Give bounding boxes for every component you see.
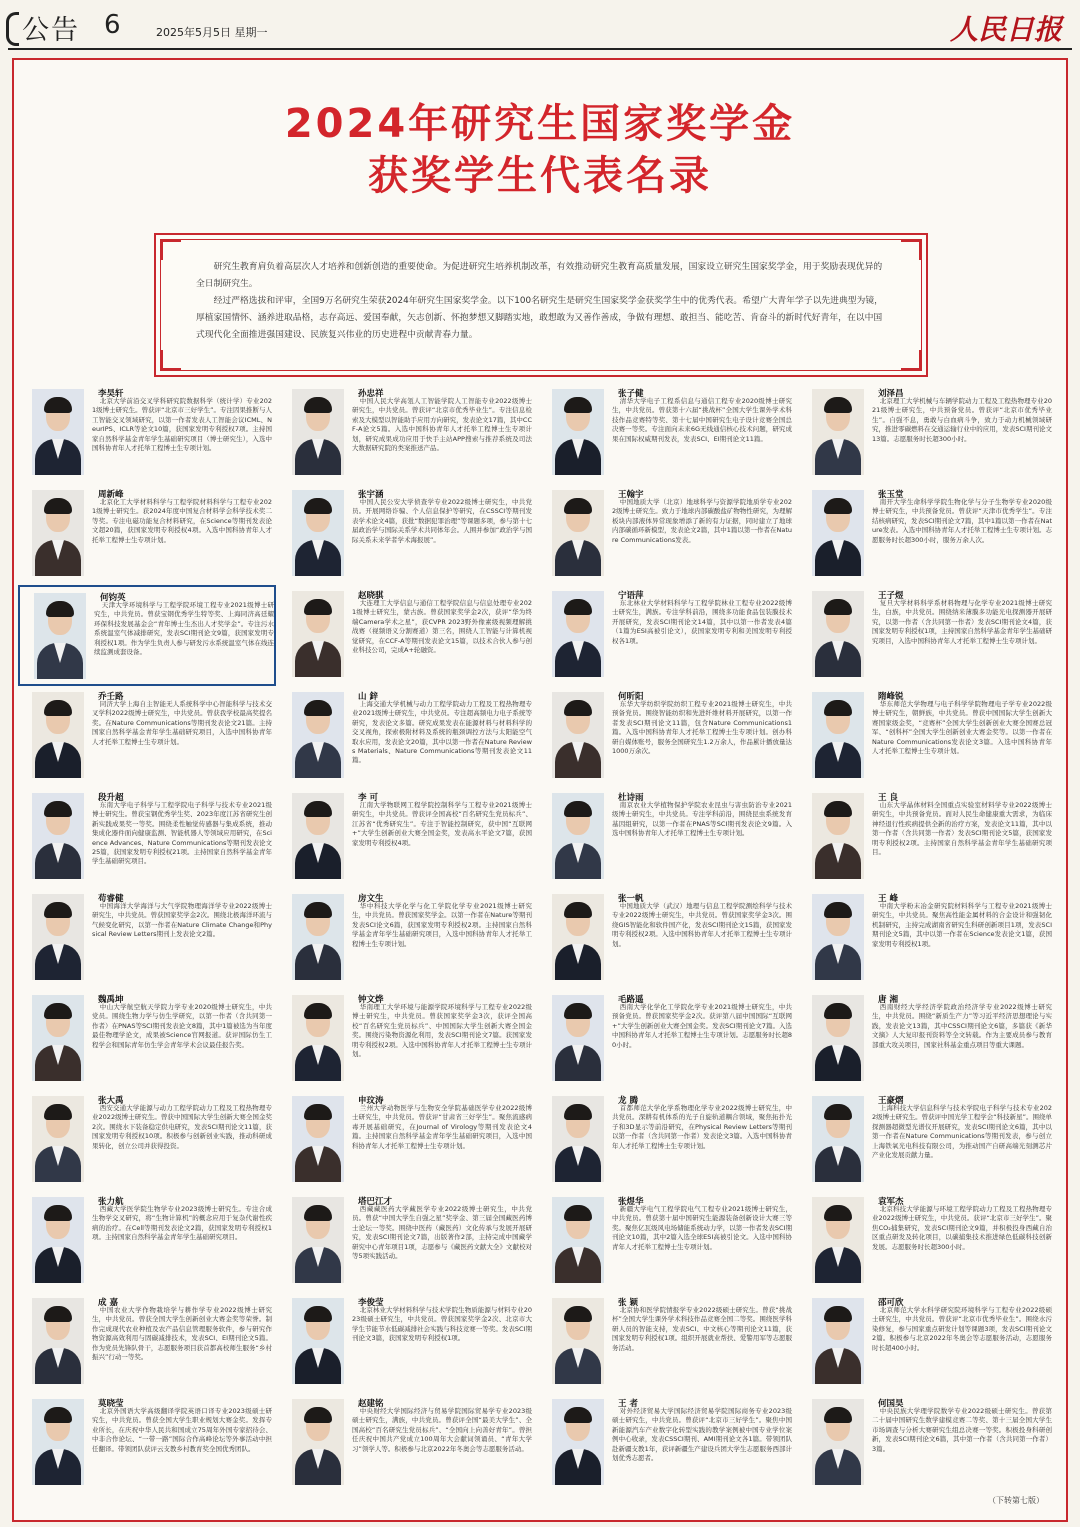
issue-date: 2025年5月5日 星期一: [156, 26, 268, 39]
student-name: 赵建铭: [358, 1399, 384, 1409]
corner-ornament: [901, 350, 922, 371]
student-card: [538, 1292, 796, 1393]
student-name: 张子健: [618, 389, 644, 399]
student-photo: [812, 995, 864, 1081]
continued-note: （下转第七版）: [988, 1496, 1044, 1505]
student-photo: [292, 793, 344, 879]
student-card: [18, 1292, 276, 1393]
student-card: [18, 888, 276, 989]
student-card: [18, 686, 276, 787]
student-name: 何钧英: [100, 593, 126, 603]
student-bio: 中山大学航空航天学院力学专业2020级博士研究生，中共党员。围绕生物力学与仿生学研究，以第一作者（含共同第一作者）在PNAS等SCI期刊发表论文8篇，其中1篇被选为当年度最佳物理学论文，成果被Science官网报道。获评国际仿生工程学会和国际青年仿生学会青年学术会议最佳报告奖。: [92, 1003, 272, 1049]
student-photo: [32, 389, 84, 475]
student-name: 房文生: [358, 894, 384, 904]
student-name: 王 良: [878, 793, 898, 803]
student-name: 王子煜: [878, 591, 904, 601]
student-photo: [552, 1298, 604, 1384]
student-name: 苟睿健: [98, 894, 124, 904]
student-card: [278, 888, 536, 989]
corner-ornament: [160, 239, 181, 260]
student-name: 张大禹: [98, 1096, 124, 1106]
student-bio: 中南大学粉末冶金研究院材料科学与工程专业2021级博士研究生，中共党员。聚焦高性能金属材料的合金设计和强韧化机制研究，主持完成湖南省研究生科研创新项目1项，发表SCI期刊论文5篇，其中以第一作者在Science发表论文1篇，获国家发明专利授权1项。: [872, 902, 1052, 948]
student-card: [798, 787, 1056, 888]
student-photo: [292, 389, 344, 475]
student-bio: 东华大学纺织学院纺织工程专业2021级博士研究生，中共预备党员。围绕智能纺织和先进纤维材料开展研究，以第一作者发表SCI期刊论文11篇，包含Nature Communications1篇。入选中国科协青年人才托举工程博士生专项计划。创办科研自媒体账号，服务全国研究生1.2万余人，作品累计播放量达1000万余次。: [612, 700, 792, 756]
student-photo: [552, 894, 604, 980]
student-photo: [812, 692, 864, 778]
student-bio: 中国海洋大学海洋与大气学院物理海洋学专业2022级博士研究生，中共党员。曾获国家奖学金2次。围绕北极海洋环流与气候变化研究，以第一作者在Nature Climate Change和Physical Review Letters期刊上发表论文2篇。: [92, 902, 272, 939]
student-name: 袁军杰: [878, 1197, 904, 1207]
student-card: [538, 1191, 796, 1292]
student-bio: 同济大学上海自主智能无人系统科学中心智能科学与技术交叉学科2022级博士研究生，中共党员。曾获我学校最高奖提名奖。在Nature Communications等期刊发表论文21篇。主持国家自然科学基金青年学生基础研究项目，入选中国科协青年人才托举工程博士生专项计划。: [92, 700, 272, 746]
student-photo: [292, 1298, 344, 1384]
corner-ornament: [160, 350, 181, 371]
student-photo: [552, 1197, 604, 1283]
student-name: 张一帆: [618, 894, 644, 904]
title-line-2: 获奖学生代表名录: [368, 153, 712, 199]
student-photo: [292, 692, 344, 778]
student-card: [798, 1393, 1056, 1494]
student-bio: 中央财经大学国际经济与贸易学院国际贸易学专业2023级硕士研究生，满族，中共党员。曾获评全国“最美大学生”、全国高校“百名研究生党员标兵”、“全国向上向善好青年”。曾担任庆祝中国共产党成立100周年大会献词领诵员、“青年大学习”领学人等。积极参与北京2022年冬奥会等志愿服务活动。: [352, 1407, 532, 1453]
student-bio: 北京师范大学水科学研究院环境科学与工程专业2022级硕士研究生，中共党员。曾获评“北京市优秀毕业生”。围绕水污染修复，参与国家重点研发计划等课题3项，发表SCI期刊论文2篇。积极参与北京2022年冬奥会等志愿服务活动，志愿服务时长超400小时。: [872, 1306, 1052, 1352]
student-bio: 中国地质大学（武汉）地理与信息工程学院测绘科学与技术专业2022级博士研究生，中共党员。曾获国家奖学金3次。围绕GIS智能化和软件国产化，发表SCI期刊论文15篇，获国家发明专利授权2项。入选中国科协青年人才托举工程博士生专项计划。: [612, 902, 792, 948]
student-card: [18, 484, 276, 585]
student-bio: 西藏藏医药大学藏医学专业2022级博士研究生，中共党员。曾获“中国大学生自强之星”奖学金、第三届全国藏医药博士论坛一等奖。围绕中医药（藏医药）文化传承与发展开展研究，发表SCI期刊论文7篇，出版著作2部，主持完成中国藏学研究中心青年项目1项，志愿参与《藏医药文献大全》文献校对等5项实践活动。: [352, 1205, 532, 1261]
student-bio: 华东师范大学物理与电子科学学院物理电子学专业2022级博士研究生，朝鲜族，中共党员。曾获中国国际大学生创新大赛国家级金奖，“竞赛杯”全国大学生创新创业大赛全国赛总冠军、“创科杯”全国大学生创新创业大赛金奖等。以第一作者在Nature Communications发表论文3篇。入选中国科协青年人才托举工程博士生专项计划。: [872, 700, 1052, 756]
student-photo: [32, 1399, 84, 1485]
student-photo: [552, 1096, 604, 1182]
student-bio: 北京化工大学材料科学与工程学院材料科学与工程专业2021级博士研究生。获2024年度中国复合材料学会科学技术奖二等奖。专注电磁功能复合材料研究，在Science等期刊发表论文超20篇，获国家发明专利授权4项。入选中国科协青年人才托举工程博士生专项计划。: [92, 498, 272, 544]
student-name: 王豪熠: [878, 1096, 904, 1106]
student-name: 宁语萍: [618, 591, 644, 601]
student-photo: [32, 1298, 84, 1384]
masthead-rule: [8, 48, 1072, 50]
student-card: [278, 383, 536, 484]
student-card: [798, 383, 1056, 484]
student-name: 成 嘉: [98, 1298, 118, 1308]
student-name: 乔壬路: [98, 692, 124, 702]
student-card: [538, 1090, 796, 1191]
corner-ornament: [901, 239, 922, 260]
student-bio: 上海科技大学信息科学与技术学院电子科学与技术专业2022级博士研究生。曾获评中国光学工程学会“科技新星”。围绕单探测器超微型光谱仪开展研究，发表SCI期刊论文6篇，其中以第一作者在Nature Communications等期刊发表，参与创立上海铁氧光电科技有限公司，为推动国产自研高端光刻测芯片产业化发展贡献力量。: [872, 1104, 1052, 1160]
student-name: 李昊轩: [98, 389, 124, 399]
student-photo: [812, 1096, 864, 1182]
student-bio: 大连理工大学信息与通信工程学院信息与信息处理专业2021级博士研究生，蒙古族。曾获国家奖学金2次，获评“华为终端Camera学术之星”，获CVPR 2023野外像素级视频理解挑战赛（视频语义分割赛道）第三名，围绕人工智能与计算机视觉研究，在CCF-A等期刊发表论文15篇，以技术合伙人参与创业科技公司，完成A+轮融资。: [352, 599, 532, 655]
student-photo: [292, 995, 344, 1081]
student-bio: 江南大学物联网工程学院控制科学与工程专业2021级博士研究生，中共党员。曾获评全国高校“百名研究生党员标兵”、江苏省“优秀研究生”。专注于智能控制研究，获中国“互联网+”大学生创新创业大赛全国金奖，发表高水平论文7篇，获国家发明专利授权4项。: [352, 801, 532, 847]
student-photo: [552, 692, 604, 778]
student-photo: [552, 1399, 604, 1485]
student-card: [538, 686, 796, 787]
student-name: 赵晓骐: [358, 591, 384, 601]
student-name: 张煜华: [618, 1197, 644, 1207]
student-name: 王 者: [618, 1399, 638, 1409]
student-card: [538, 787, 796, 888]
student-name: 塔巴江才: [358, 1197, 393, 1207]
student-bio: 中国人民大学高瓴人工智能学院人工智能专业2022级博士研究生，中共党员。曾获评“北京市优秀毕业生”。专注信息检索及大模型以智能助手应用方向研究，发表论文17篇，其中CCF-A论文5篇。入选中国科协青年人才托举工程博士生专项计划，研究成果成功应用于快手主站APP搜索与推荐系统及司法大数据研究院的类案推送产品。: [352, 397, 532, 453]
student-card: [18, 989, 276, 1090]
intro-paragraph-1: 研究生教育肩负着高层次人才培养和创新创造的重要使命。为促进研究生培养机制改革，有效推动研究生教育高质量发展，国家设立研究生国家奖学金，用于奖励表现优异的全日制研究生。: [196, 262, 883, 289]
student-card: [18, 1393, 276, 1494]
masthead: [0, 0, 1080, 50]
student-card: [798, 686, 1056, 787]
student-photo: [292, 490, 344, 576]
student-card: [278, 585, 536, 686]
student-card: [278, 1090, 536, 1191]
student-name: 周新峰: [98, 490, 124, 500]
student-name: 段升超: [98, 793, 124, 803]
student-name: 刘泽昌: [878, 389, 904, 399]
student-bio: 中国人民公安大学侦查学专业2022级博士研究生，中共党员。开展网络诈骗、个人信息保护等研究，在CSSCI等期刊发表学术论文4篇，获批“数据犯罪治理”等课题多项，参与第十七届政治学与国际关系学术共同体年会。人围并参加“政治学与国际关系未来学者学术海报展”。: [352, 498, 532, 544]
student-card: [18, 1191, 276, 1292]
student-card: [798, 1191, 1056, 1292]
student-photo: [552, 995, 604, 1081]
student-bio: 对外经济贸易大学国际经济贸易学院国际商务专业2023级硕士研究生，中共党员。曾获评“北京市三好学生”。聚焦中国新能源汽车产业数字化转型实践的教学案例被中国专业学位案例中心收录，发表CSSCI期刊、AMI期刊论文各1篇。带领团队赴新疆支教1年，获评新疆生产建设兵团大学生志愿服务西部计划优秀志愿者。: [612, 1407, 792, 1463]
student-photo: [812, 1298, 864, 1384]
student-card: [18, 1090, 276, 1191]
newspaper-logo: 人民日报: [949, 13, 1062, 46]
student-name: 张宇涵: [358, 490, 384, 500]
student-card: [538, 888, 796, 989]
student-bio: 西南财经大学经济学院政治经济学专业2022级博士研究生，中共党员。围绕“新质生产力”等习近平经济思想理论与实践，发表论文13篇，其中CSSCI期刊论文6篇，多篇获《新华文摘》人大复印报刊资料等全文转载。作为主要成员参与教育部重大攻关项目，国家社科基金重点项目等重大课题。: [872, 1003, 1052, 1049]
student-name: 李 可: [358, 793, 378, 803]
student-card: [278, 787, 536, 888]
student-name: 唐 湘: [878, 995, 898, 1005]
page-number: 6: [104, 10, 121, 40]
student-bio: 北京科技大学能源与环境工程学院动力工程及工程热物理专业2022级博士研究生，中共党员。获评“北京市三好学生”。聚焦CO₂捕集研究，发表SCI期刊论文9篇，并积极投身西藏自治区重点研发及转化项目，以碳捕集技术推进绿色低碳科技创新发展。志愿服务时长超300小时。: [872, 1205, 1052, 1251]
student-card: [278, 484, 536, 585]
student-photo: [552, 490, 604, 576]
student-card: [18, 787, 276, 888]
student-photo: [812, 1197, 864, 1283]
student-name: 毛路遥: [618, 995, 644, 1005]
student-card: [278, 686, 536, 787]
student-photo: [812, 793, 864, 879]
student-card: [798, 888, 1056, 989]
intro-text: [196, 259, 886, 344]
student-name: 邵可欣: [878, 1298, 904, 1308]
student-card: [278, 1292, 536, 1393]
masthead-bracket: [6, 12, 19, 46]
student-card: [278, 1393, 536, 1494]
student-card: [798, 1292, 1056, 1393]
student-card: [798, 1090, 1056, 1191]
student-photo: [812, 894, 864, 980]
section-name: 公告: [22, 15, 80, 46]
student-bio: 华南理工大学环境与能源学院环境科学与工程专业2022级博士研究生，中共党员。曾获国家奖学金3次，获评全国高校“百名研究生党员标兵”、中国国际大学生创新大赛全国金奖。围绕污染物资源化利用，发表SCI期刊论文7篇。获国家发明专利授权2项。入选中国科协青年人才托举工程博士生专项计划。: [352, 1003, 532, 1059]
intro-box: [154, 233, 928, 377]
student-card: [798, 585, 1056, 686]
student-photo: [552, 591, 604, 677]
student-bio: 西安交通大学能源与动力工程学院动力工程及工程热物理专业2022级博士研究生。曾获中国国际大学生创新大赛全国金奖2次。围绕水下装备稳定供电研究，发表SCI期刊论文11篇，获国家发明专利授权10项。积极参与创新创业实践，推动科研成果转化，创立公司并获得投资。: [92, 1104, 272, 1150]
student-bio: 东南大学电子科学与工程学院电子科学与技术专业2021级博士研究生。曾获宝钢优秀学生奖、2023年度江苏省研究生创新实践成果奖一等奖。围绕柔性触觉传感器与集成系统，推动集成化器件面向健康监测、智能机器人等领域应用研究，在Science Advances、Nature Communications等期刊发表论文25篇，获国家发明专利授权21项。主持国家自然科学基金青年学生基础研究项目。: [92, 801, 272, 866]
student-bio: 兰州大学动物医学与生物安全学院基础医学专业2022级博士研究生，中共党员。曾获评“甘肃省三好学生”。聚焦流感病毒开展基础研究，在Journal of Virology等期刊发表论文4篇。主持国家自然科学基金青年学生基础研究项目，入选中国科协青年人才托举工程博士生专项计划。: [352, 1104, 532, 1150]
student-bio: 复旦大学材料科学系材料物理与化学专业2021级博士研究生，白族，中共党员。围绕纳米薄膜多功能光电探测器开展研究，以第一作者（含共同第一作者）发表SCI期刊论文4篇，获国家发明专利授权1项，主持国家自然科学基金青年学生基础研究项目，入选中国科协青年人才托举工程博士生专项计划。: [872, 599, 1052, 645]
student-name: 申玟涛: [358, 1096, 384, 1106]
intro-paragraph-2: 经过严格选拔和评审，全国9万名研究生荣获2024年研究生国家奖学金。以下100名研究生是研究生国家奖学金获奖学生中的优秀代表。希望广大青年学子以先进典型为镜，厚植家国情怀、涵养进取品格，志存高远、爱国奉献，矢志创新、怀抱梦想又脚踏实地，敢想敢为又善作善成，争做有理想、敢担当、能吃苦、肯奋斗的新时代好青年，在以中国式现代化全面推进强国建设、民族复兴伟业的历史进程中贡献青春力量。: [196, 296, 883, 340]
student-photo: [812, 591, 864, 677]
student-bio: 北京协和医学院情报学专业2022级硕士研究生。曾获“挑战杯”全国大学生课外学术科技作品竞赛全国二等奖。围绕医学科研人员的智能支持，发表SCI、中文核心等期刊论文11篇，获国家发明专利授权1项。组织开展就业帮扶、爱警用军等志愿服务活动。: [612, 1306, 792, 1352]
student-bio: 北京大学前沿交叉学科研究院数据科学（统计学）专业2021级博士研究生。曾获评“北京市三好学生”。专注因果推断与人工智能交叉领域研究，以第一作者发表人工智能会议ICML、NeurIPS、ICLR等论文10篇，获国家发明专利授权7项。主持国家自然科学基金青年学生基础研究项目（博士研究生），入选中国科协青年人才托举工程博士生专项计划。: [92, 397, 272, 453]
student-name: 龙 腾: [618, 1096, 638, 1106]
student-name: 钟文烨: [358, 995, 384, 1005]
student-photo: [32, 995, 84, 1081]
student-photo: [292, 894, 344, 980]
student-name: 何昕阳: [618, 692, 644, 702]
student-card: [278, 989, 536, 1090]
student-bio: 清华大学电子工程系信息与通信工程专业2020级博士研究生，中共党员。曾获第十六届“挑战杯”全国大学生课外学术科技作品竞赛特等奖、第十七届中国研究生电子设计竞赛全国总决赛一等奖。专注面向未来6G无线通信核心技术问题，研究成果在国际权威期刊发表，发表SCI、EI期刊论文11篇。: [612, 397, 792, 443]
student-name: 隋峰锐: [878, 692, 904, 702]
student-bio: 西藏大学医学院生物学专业2023级博士研究生。专注合成生物学交叉研究，将“生物计算机”的概念应用于复杂代谢性疾病的治疗。在Cell等期刊发表论文2篇，获国家发明专利授权1项。主持国家自然科学基金青年学生基础研究项目。: [92, 1205, 272, 1242]
student-bio: 南京农业大学植物保护学院农业昆虫与害虫防治专业2021级博士研究生，中共党员。专注学科前沿，围绕昆虫系统发育基因组研究，以第一作者在PNAS等SCI期刊发表论文9篇。入选中国科协青年人才托举工程博士生专项计划。: [612, 801, 792, 838]
student-bio: 北京理工大学机械与车辆学院动力工程及工程热物理专业2021级博士研究生，中共预备党员。曾获评“北京市优秀毕业生”。自强不息，勇敢与白血病斗争，致力于动力机械领域研究，推进零碳燃料在交通运输行业中的应用，发表SCI期刊论文13篇。志愿服务时长超300小时。: [872, 397, 1052, 443]
student-card: [538, 585, 796, 686]
student-photo: [812, 490, 864, 576]
student-photo: [32, 793, 84, 879]
student-bio: 中国农业大学作物栽培学与耕作学专业2022级博士研究生，中共党员。曾获全国大学生创新创业大赛金奖等荣誉。制作完成现代农业种植及农产品信息管理服务软件，参与研究作物资源高效利用与固碳减排技术，发表SCI、EI期刊论文5篇。作为党员先锋队骨干，志愿服务项目获首都高校师生服务“乡村振兴”行动一等奖。: [92, 1306, 272, 1362]
student-photo: [32, 490, 84, 576]
student-bio: 南开大学生命科学学院生物化学与分子生物学专业2020级博士研究生，中共预备党员。曾获评“天津市优秀学生”。专注结核病研究，发表SCI期刊论文7篇，其中1篇以第一作者在Nature发表。入选中国科协青年人才托举工程博士生专项计划。志愿服务时长超300小时，服务万余人次。: [872, 498, 1052, 544]
student-photo: [32, 894, 84, 980]
student-name: 王翰宇: [618, 490, 644, 500]
student-card: [538, 383, 796, 484]
student-name: 李俊莹: [358, 1298, 384, 1308]
student-name: 山 鋅: [358, 692, 378, 702]
student-bio: 华中科技大学化学与化工学院化学专业2021级博士研究生，中共党员。曾获国家奖学金。以第一作者在Nature等期刊发表SCI论文6篇，获国家发明专利授权2项。主持国家自然科学基金青年学生基础研究项目，入选中国科协青年人才托举工程博士生专项计划。: [352, 902, 532, 948]
student-bio: 北京林业大学材料科学与技术学院生物质能源与材料专业2023级硕士研究生，中共党员。曾获国家奖学金2次、北京市大学生节能节水低碳减排社会实践与科技竞赛一等奖。发表SCI期刊论文3篇，获国家发明专利授权1项。: [352, 1306, 532, 1343]
student-photo: [552, 389, 604, 475]
student-card: [18, 585, 276, 686]
student-card: [538, 484, 796, 585]
student-card: [278, 1191, 536, 1292]
student-photo: [32, 1197, 84, 1283]
student-name: 孙忠祥: [358, 389, 384, 399]
student-bio: 山东大学晶体材料全国重点实验室材料学专业2022级博士研究生，中共预备党员。面对人民生命健康重大需求，为临床神经退行性疾病提供全新的治疗方案，发表论文11篇，其中以第一作者（含共同第一作者）发表SCI期刊论文5篇，获国家发明专利授权2项。主持国家自然科学基金青年学生基础研究项目。: [872, 801, 1052, 857]
student-bio: 东北林业大学材料科学与工程学院林业工程专业2022级博士研究生，满族。专注学科前沿，围绕多功能食品包装膜技术开展研究，发表SCI期刊论文14篇，其中以第一作者发表4篇（1篇为ESI高被引论文），获国家发明专利和美国发明专利授权各1项。: [612, 599, 792, 645]
student-bio: 中央民族大学理学院数学专业2022级硕士研究生。曾获第二十届中国研究生数学建模竞赛二等奖、第十三届全国大学生市场调查与分析大赛研究生组总决赛一等奖。积极投身科研创新，发表SCI期刊论文6篇，其中第一作者（含共同第一作者）3篇。: [872, 1407, 1052, 1453]
title-line-1: 2024年研究生国家奖学金: [284, 101, 796, 147]
student-card: [798, 989, 1056, 1090]
student-bio: 中国地质大学（北京）地球科学与资源学院地质学专业2022级博士研究生。致力于地球内部碳酸盐矿物物性研究，为理解板块内部液体异常现象增添了新的有力证据，同时建立了地球内部碳循环新模型，发表论文2篇，其中1篇以第一作者在Nature Communications发表。: [612, 498, 792, 544]
student-card: [538, 989, 796, 1090]
student-bio: 天津大学环境科学与工程学院环境工程专业2021级博士研究生，中共党员。曾获宝钢优秀学生特等奖、上海同济高廷耀环保科技发展基金会“青年博士生杰出人才奖学金”。专注污水系统温室气体减排研究，发表SCI期刊论文9篇，获国家发明专利授权1项。作为学生负责人参与研发污水系统温室气体在线连续监测成套设备。: [94, 601, 274, 657]
student-photo: [34, 593, 86, 679]
student-card: [538, 1393, 796, 1494]
student-name: 何国昊: [878, 1399, 904, 1409]
student-photo: [32, 692, 84, 778]
student-card: [798, 484, 1056, 585]
student-photo: [32, 1096, 84, 1182]
student-bio: 首都师范大学化学系物理化学专业2022级博士研究生，中共党员。深耕有机体系的光子自旋轨道耦合领域，聚焦拓扑光子和3D显示等前沿研究，在Physical Review Letters等期刊以第一作者（含共同第一作者）发表论文3篇。入选中国科协青年人才托举工程博士生专项计划。: [612, 1104, 792, 1150]
student-photo: [292, 1399, 344, 1485]
student-name: 杜诗雨: [618, 793, 644, 803]
page-title: [0, 98, 1080, 202]
student-bio: 上海交通大学机械与动力工程学院动力工程及工程热物理专业2021级博士研究生，中共党员。专注超高频电力电子系统等研究，发表论文多篇。研究成果发表在能源材料与材料科学的交叉视角，探索极附材料及系统的瓶颈调控方法与太阳能空气取水应用，发表论文20篇，其中以第一作者在Nature Reviews Materials、Nature Communications等期刊发表论文11篇。: [352, 700, 532, 765]
student-name: 魏禹坤: [98, 995, 124, 1005]
student-photo: [552, 793, 604, 879]
student-photo: [812, 389, 864, 475]
student-name: 张 颖: [618, 1298, 638, 1308]
student-name: 王 峰: [878, 894, 898, 904]
student-photo: [292, 1197, 344, 1283]
student-bio: 北京外国语大学高级翻译学院英语口译专业2023级硕士研究生，中共党员。曾获全国大学生职业规划大赛金奖。发挥专业所长，在庆祝中华人民共和国成立75周年外国专家招待会、中非合作论坛、“一带一路”国际合作高峰论坛等外事活动中担任翻译。带领团队获评云支教乡村教育奖全国优秀团队。: [92, 1407, 272, 1453]
student-photo: [292, 591, 344, 677]
student-name: 莫晓莹: [98, 1399, 124, 1409]
student-photo: [292, 1096, 344, 1182]
student-bio: 西南大学化学化工学院化学专业2021级博士研究生，中共预备党员。曾获国家奖学金2次。获评第八届中国国际“互联网+”大学生创新创业大赛全国金奖。发表SCI期刊论文7篇。入选中国科协青年人才托举工程博士生专项计划。志愿服务时长超80小时。: [612, 1003, 792, 1049]
student-bio: 新疆大学电气工程学院电气工程专业2021级博士研究生，中共党员。曾获第十届中国研究生能源装备创新设计大赛三等奖。聚焦亿瓦级风电场储能系统动力学，以第一作者发表SCI期刊论文10篇，其中2篇入选全球ESI高被引论文。入选中国科协青年人才托举工程博士生专项计划。: [612, 1205, 792, 1251]
student-name: 张力航: [98, 1197, 124, 1207]
student-photo: [812, 1399, 864, 1485]
student-card: [18, 383, 276, 484]
student-name: 张玉堂: [878, 490, 904, 500]
